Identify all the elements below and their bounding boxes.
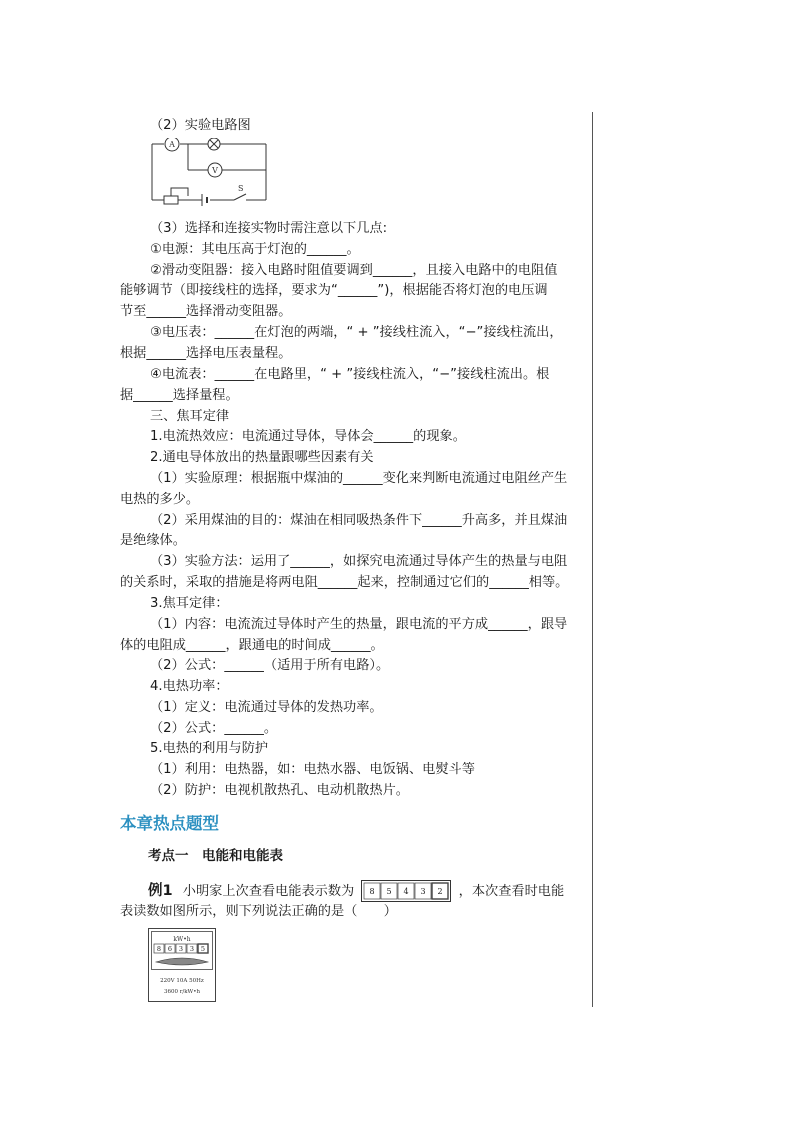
text-line: （2）实验电路图 bbox=[150, 118, 251, 133]
text-line: （3）实验方法：运用了______，如探究电流通过导体产生的热量与电阻 bbox=[150, 554, 568, 569]
text-line: 根据______选择电压表量程。 bbox=[120, 346, 292, 361]
text-line: 是绝缘体。 bbox=[120, 533, 186, 548]
switch-label: S bbox=[238, 184, 244, 193]
kaodian-title: 考点一 电能和电能表 bbox=[148, 848, 283, 864]
text-line: 能够调节（即接线柱的选择，要求为“______”)，根据能否将灯泡的电压调 bbox=[120, 283, 548, 298]
text-line: （1）实验原理：根据瓶中煤油的______变化来判断电流通过电阻丝产生 bbox=[150, 471, 568, 486]
chapter-heading: 本章热点题型 bbox=[120, 814, 219, 833]
section-title: 三、焦耳定律 bbox=[150, 409, 230, 424]
ammeter-label: A bbox=[169, 140, 175, 149]
text-line: 2.通电导体放出的热量跟哪些因素有关 bbox=[150, 450, 374, 465]
text-line: （2）公式：______。 bbox=[150, 721, 278, 736]
text-line: （2）采用煤油的目的：煤油在相同吸热条件下______升高多，并且煤油 bbox=[150, 513, 568, 528]
meter-reading-small bbox=[361, 880, 451, 902]
meter-spec: 220V 10A 50Hz bbox=[160, 978, 204, 984]
meter-digit: 6 bbox=[167, 944, 173, 953]
meter-digit: 2 bbox=[437, 886, 443, 896]
electric-meter bbox=[148, 928, 216, 1002]
meter-digit: 3 bbox=[189, 944, 195, 953]
example-line bbox=[148, 880, 564, 902]
text-line: 5.电热的利用与防护 bbox=[150, 741, 269, 756]
text-line: 4.电热功率： bbox=[150, 679, 229, 694]
column-divider bbox=[592, 112, 593, 1007]
example-label: 例1 bbox=[148, 883, 173, 899]
text-line: （2）公式：______（适用于所有电路）。 bbox=[150, 658, 390, 673]
meter-digit: 8 bbox=[156, 944, 162, 953]
text-line: 3.焦耳定律： bbox=[150, 596, 229, 611]
text-line: 据______选择量程。 bbox=[120, 388, 239, 403]
meter-digit: 5 bbox=[200, 944, 206, 953]
meter-digit: 8 bbox=[369, 886, 375, 896]
meter-unit: kW•h bbox=[173, 936, 191, 943]
circuit-diagram bbox=[150, 138, 270, 210]
text-line: （1）内容：电流流过导体时产生的热量，跟电流的平方成______，跟导 bbox=[150, 617, 568, 632]
text-line: （1）利用：电热器，如：电热水器、电饭锅、电熨斗等 bbox=[150, 762, 475, 777]
example-line: 表读数如图所示，则下列说法正确的是（ ） bbox=[120, 904, 397, 919]
meter-rate: 3600 r/kW•h bbox=[164, 989, 200, 995]
meter-digit: 4 bbox=[403, 886, 409, 896]
example-text-before: 小明家上次查看电能表示数为 bbox=[182, 884, 355, 899]
example-text-after: ，本次查看时电能 bbox=[458, 884, 565, 899]
meter-digit: 3 bbox=[178, 944, 184, 953]
text-line: （1）定义：电流通过导体的发热功率。 bbox=[150, 700, 383, 715]
text-line: （3）选择和连接实物时需注意以下几点: bbox=[150, 221, 388, 236]
voltmeter-label: V bbox=[212, 166, 218, 175]
text-line: ④电流表：______在电路里，“ + ”接线柱流入，“−”接线柱流出。根 bbox=[150, 367, 550, 382]
text-line: ③电压表：______在灯泡的两端，“ + ”接线柱流入，“−”接线柱流出， bbox=[150, 325, 563, 340]
text-line: 的关系时，采取的措施是将两电阻______起来，控制通过它们的______相等。 bbox=[120, 575, 569, 590]
text-line: 体的电阻成______，跟通电的时间成______。 bbox=[120, 638, 384, 653]
meter-digit: 3 bbox=[420, 886, 426, 896]
meter-digit: 5 bbox=[386, 886, 392, 896]
text-line: （2）防护：电视机散热孔、电动机散热片。 bbox=[150, 783, 409, 798]
text-line: 1.电流热效应：电流通过导体，导体会______的现象。 bbox=[150, 429, 466, 444]
text-line: 电热的多少。 bbox=[120, 492, 200, 507]
text-line: 节至______选择滑动变阻器。 bbox=[120, 304, 292, 319]
text-line: ②滑动变阻器：接入电路时阻值要调到______，且接入电路中的电阻值 bbox=[150, 263, 558, 278]
text-line: ①电源：其电压高于灯泡的______。 bbox=[150, 242, 360, 257]
